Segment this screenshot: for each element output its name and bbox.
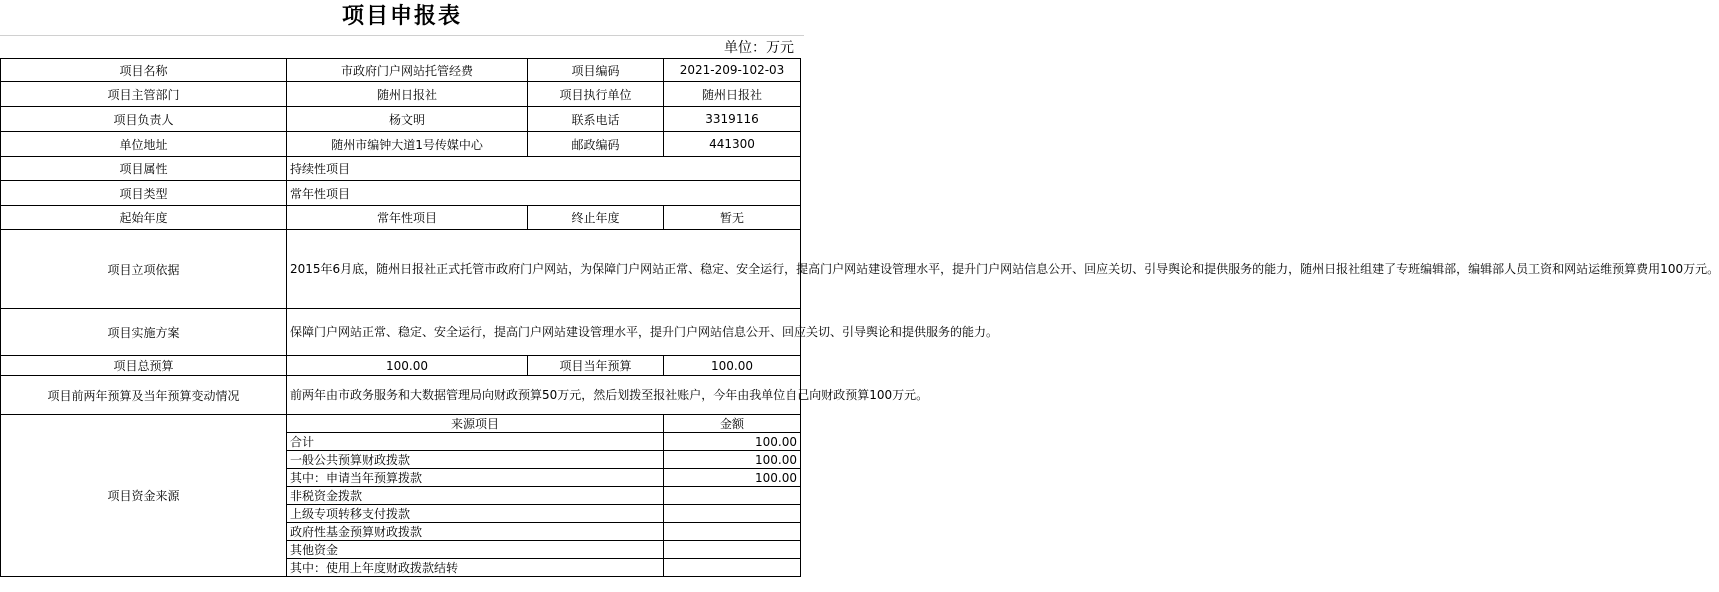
row-manager bbox=[1, 107, 801, 132]
attr-label: 项目属性 bbox=[1, 157, 287, 181]
unit-label: 单位：万元 bbox=[724, 40, 794, 56]
funding-row-amount[interactable] bbox=[664, 541, 801, 559]
total-budget-label: 项目总预算 bbox=[1, 356, 287, 376]
type-cell[interactable]: 常年性项目 bbox=[287, 181, 801, 206]
funding-row-name[interactable]: 政府性基金预算财政拨款 bbox=[287, 523, 664, 541]
funding-source-header: 来源项目 bbox=[287, 415, 664, 433]
funding-row-name[interactable]: 合计 bbox=[287, 433, 664, 451]
end-year-cell[interactable]: 暂无 bbox=[664, 206, 801, 230]
row-plan bbox=[1, 309, 801, 356]
exec-unit-label: 项目执行单位 bbox=[528, 82, 664, 107]
funding-row-name[interactable]: 其中：申请当年预算拨款 bbox=[287, 469, 664, 487]
project-code-label: 项目编码 bbox=[528, 59, 664, 82]
row-budget bbox=[1, 356, 801, 376]
exec-unit-cell[interactable]: 随州日报社 bbox=[664, 82, 801, 107]
row-change bbox=[1, 376, 801, 415]
project-code-cell[interactable]: 2021-209-102-03 bbox=[664, 59, 801, 82]
phone-cell[interactable]: 3319116 bbox=[664, 107, 801, 132]
project-application-table bbox=[0, 58, 1719, 577]
row-years bbox=[1, 206, 801, 230]
postcode-label: 邮政编码 bbox=[528, 132, 664, 157]
manager-cell[interactable]: 杨文明 bbox=[287, 107, 528, 132]
row-attr bbox=[1, 157, 801, 181]
type-label: 项目类型 bbox=[1, 181, 287, 206]
funding-row-amount[interactable]: 100.00 bbox=[664, 451, 801, 469]
change-label: 项目前两年预算及当年预算变动情况 bbox=[1, 376, 287, 415]
address-cell[interactable]: 随州市编钟大道1号传媒中心 bbox=[287, 132, 528, 157]
row-funding-header bbox=[1, 415, 801, 433]
row-basis bbox=[1, 230, 801, 309]
start-year-cell[interactable]: 常年性项目 bbox=[287, 206, 528, 230]
end-year-label: 终止年度 bbox=[528, 206, 664, 230]
row-project-name bbox=[1, 59, 801, 82]
dept-label: 项目主管部门 bbox=[1, 82, 287, 107]
project-name-cell[interactable]: 市政府门户网站托管经费 bbox=[287, 59, 528, 82]
project-name-label: 项目名称 bbox=[1, 59, 287, 82]
basis-text-cell[interactable]: 2015年6月底，随州日报社正式托管市政府门户网站，为保障门户网站正常、稳定、安全运行，提高门户网站建设管理水平，提升门户网站信息公开、回应关切、引导舆论和提供服务的能力，随州日报社组建了专班编辑部，编辑部人员工资和网站运维预算费用100万元。 bbox=[287, 230, 801, 309]
total-budget-cell[interactable]: 100.00 bbox=[287, 356, 528, 376]
start-year-label: 起始年度 bbox=[1, 206, 287, 230]
funding-row-name[interactable]: 上级专项转移支付拨款 bbox=[287, 505, 664, 523]
funding-row-amount[interactable]: 100.00 bbox=[664, 469, 801, 487]
title-divider bbox=[0, 35, 804, 36]
funding-row-amount[interactable] bbox=[664, 559, 801, 577]
attr-cell[interactable]: 持续性项目 bbox=[287, 157, 801, 181]
postcode-cell[interactable]: 441300 bbox=[664, 132, 801, 157]
address-label: 单位地址 bbox=[1, 132, 287, 157]
funding-row-amount[interactable] bbox=[664, 505, 801, 523]
page-title: 项目申报表 bbox=[341, 4, 462, 29]
dept-cell[interactable]: 随州日报社 bbox=[287, 82, 528, 107]
funding-row-amount[interactable] bbox=[664, 523, 801, 541]
manager-label: 项目负责人 bbox=[1, 107, 287, 132]
row-type bbox=[1, 181, 801, 206]
funding-row-name[interactable]: 其他资金 bbox=[287, 541, 664, 559]
funding-row-name[interactable]: 非税资金拨款 bbox=[287, 487, 664, 505]
funding-row-amount[interactable] bbox=[664, 487, 801, 505]
plan-text-cell[interactable]: 保障门户网站正常、稳定、安全运行，提高门户网站建设管理水平，提升门户网站信息公开、回应关切、引导舆论和提供服务的能力。 bbox=[287, 309, 801, 356]
row-address bbox=[1, 132, 801, 157]
row-dept bbox=[1, 82, 801, 107]
funding-label: 项目资金来源 bbox=[1, 415, 287, 577]
funding-amount-header: 金额 bbox=[664, 415, 801, 433]
funding-row-name[interactable]: 一般公共预算财政拨款 bbox=[287, 451, 664, 469]
funding-row-amount[interactable]: 100.00 bbox=[664, 433, 801, 451]
phone-label: 联系电话 bbox=[528, 107, 664, 132]
basis-label: 项目立项依据 bbox=[1, 230, 287, 309]
plan-label: 项目实施方案 bbox=[1, 309, 287, 356]
current-budget-label: 项目当年预算 bbox=[528, 356, 664, 376]
current-budget-cell[interactable]: 100.00 bbox=[664, 356, 801, 376]
funding-row-name[interactable]: 其中：使用上年度财政拨款结转 bbox=[287, 559, 664, 577]
change-text-cell[interactable]: 前两年由市政务服务和大数据管理局向财政预算50万元，然后划拨至报社账户，今年由我单位自己向财政预算100万元。 bbox=[287, 376, 801, 415]
